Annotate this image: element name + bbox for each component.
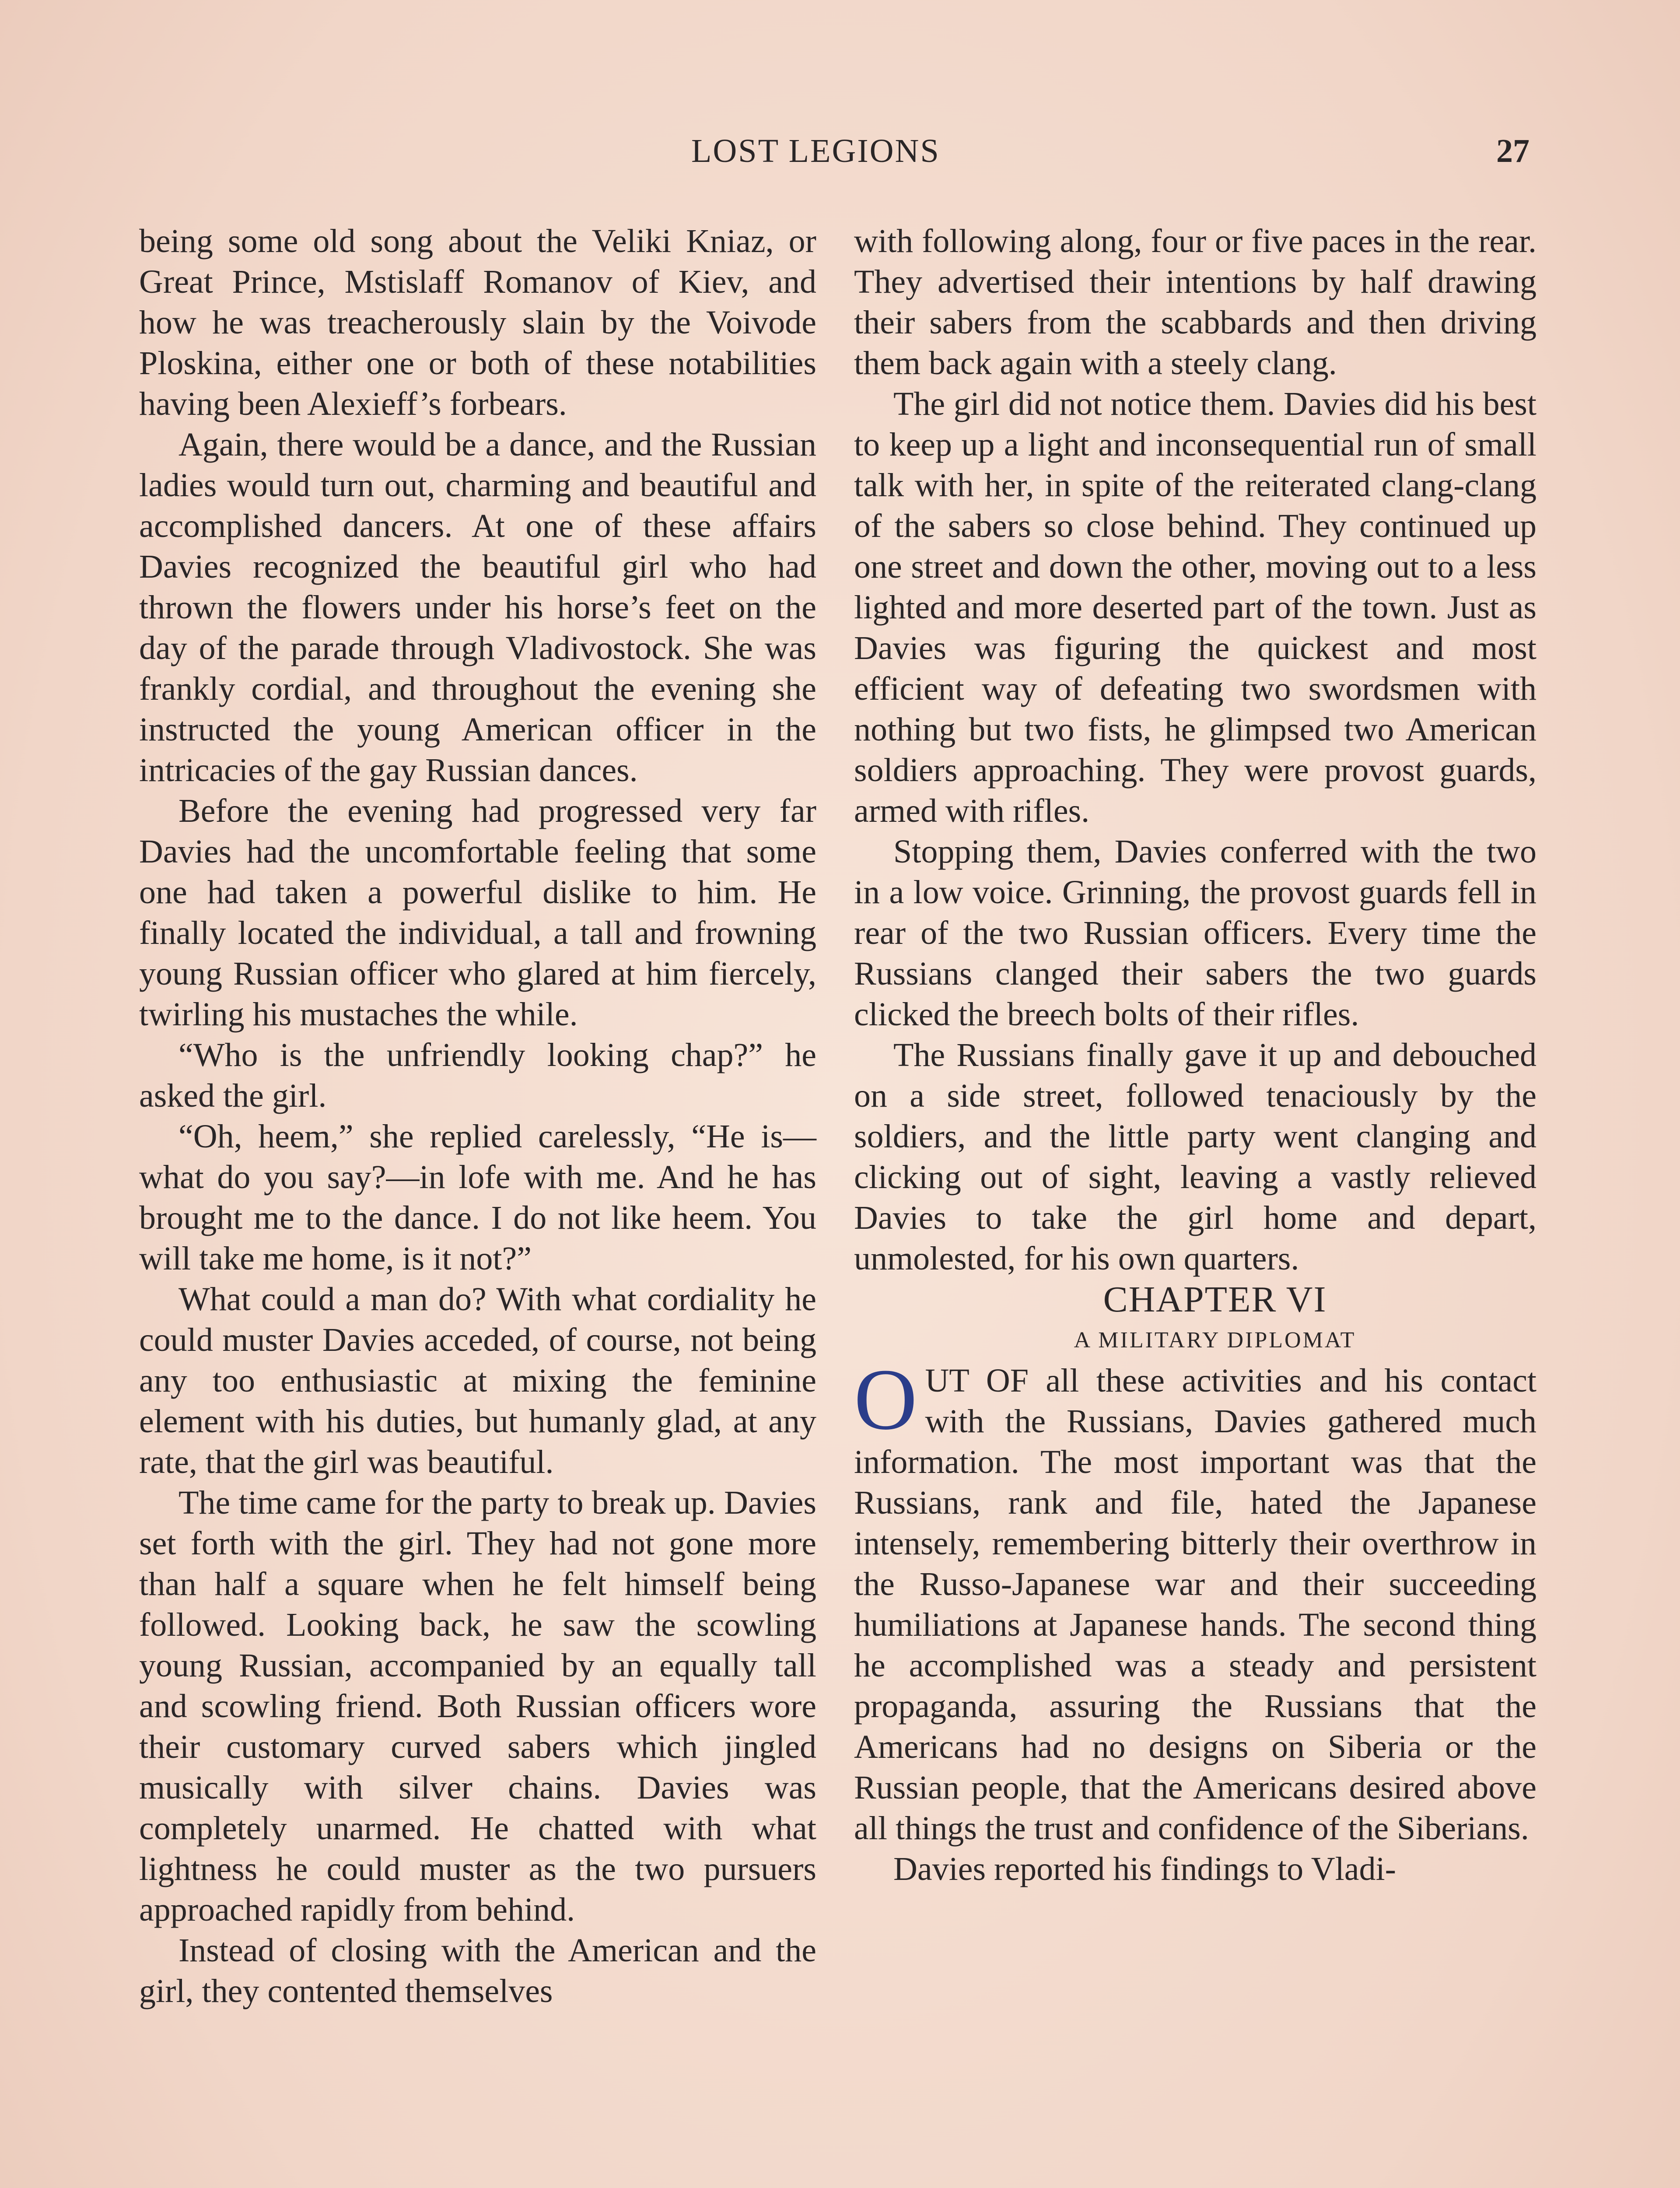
chapter-opening-paragraph bbox=[854, 1351, 1536, 1849]
paragraph: What could a man do? With what cordiality he could muster Davies acceded, of course, not being any too enthusiastic at mixing the feminine element with his duties, but humanly glad, at any rate, that the girl was beautiful. bbox=[139, 1281, 816, 1480]
paragraph: Before the evening had progressed very far Davies had the uncomfortable feeling that some one had taken a powerful dislike to him. He finally located the individual, a tall and frowning young Russian officer who glared at him fiercely, twirling his mustaches the while. bbox=[139, 792, 816, 1033]
right-column bbox=[854, 221, 1536, 1890]
paragraph: Davies reported his findings to Vladi- bbox=[893, 1851, 1396, 1887]
running-head: LOST LEGIONS bbox=[691, 133, 940, 169]
paragraph: The time came for the party to break up. Davies set forth with the girl. They had not gone more than half a square when he felt himself being followed. Looking back, he saw the scowling young Russian, accompanied by an equally tall and scowling friend. Both Russian officers wore their customary curved sabers which jingled musically with silver chains. Davies was completely unarmed. He chatted with what lightness he could muster as the two pursuers approached rapidly from behind. bbox=[139, 1484, 816, 1928]
paragraph: “Oh, heem,” she replied carelessly, “He is—what do you say?—in lofe with me. And he has brought me to the dance. I do not like heem. You will take me home, is it not?” bbox=[139, 1118, 816, 1277]
chapter-opening-text: UT OF all these activities and his contact with the Russians, Davies gathered much information. The most important was that the Russians, rank and file, hated the Japanese intensely, remembering bitterly their overthrow in the Russo-Japanese war and their succeeding humiliations at Japanese hands. The second thing he accomplished was a steady and persistent propaganda, assuring the Russians that the Americans had no designs on Siberia or the Russian people, that the Americans desired above all things the trust and confidence of the Siberians. bbox=[854, 1362, 1536, 1847]
paragraph: “Who is the unfriendly looking chap?” he asked the girl. bbox=[139, 1037, 816, 1114]
paragraph: Stopping them, Davies conferred with the two in a low voice. Grinning, the provost guards fell in rear of the two Russian officers. Every time the Russians clanged their sabers the two guards clicked the breech bolts of their rifles. bbox=[854, 833, 1536, 1033]
paragraph: The girl did not notice them. Davies did his best to keep up a light and inconsequential run of small talk with her, in spite of the reiterated clang-clang of the sabers so close behind. They continued up one street and down the other, moving out to a less lighted and more deserted part of the town. Just as Davies was figuring the quickest and most efficient way of defeating two swordsmen with nothing but two fists, he glimpsed two American soldiers approaching. They were provost guards, armed with rifles. bbox=[854, 386, 1536, 829]
left-column bbox=[139, 221, 816, 2012]
paragraph: being some old song about the Veliki Kniaz, or Great Prince, Mstislaff Romanov of Kiev, and how he was treacherously slain by the Voivode Ploskina, either one or both of these notabilities having been Alexieff’s forbears. bbox=[139, 223, 816, 422]
chapter-subtitle: A MILITARY DIPLOMAT bbox=[1074, 1328, 1356, 1353]
paragraph: Again, there would be a dance, and the Russian ladies would turn out, charming and beautiful and accomplished dancers. At one of these affairs Davies recognized the beautiful girl who had thrown the flowers under his horse’s feet on the day of the parade through Vladivostock. She was frankly cordial, and throughout the evening she instructed the young American officer in the intricacies of the gay Russian dances. bbox=[139, 426, 816, 789]
chapter-title: CHAPTER VI bbox=[1103, 1279, 1327, 1320]
drop-cap: O bbox=[854, 1351, 917, 1448]
paragraph: The Russians finally gave it up and debouched on a side street, followed tenaciously by the soldiers, and the little party went clanging and clicking out of sight, leaving a vastly relieved Davies to take the girl home and depart, unmolested, for his own quarters. bbox=[854, 1037, 1536, 1277]
paragraph: Instead of closing with the American and the girl, they contented themselves bbox=[139, 1932, 816, 2009]
page-number: 27 bbox=[1496, 133, 1530, 169]
paragraph: with following along, four or five paces in the rear. They advertised their intentions by half drawing their sabers from the scabbards and then driving them back again with a steely clang. bbox=[854, 223, 1536, 382]
